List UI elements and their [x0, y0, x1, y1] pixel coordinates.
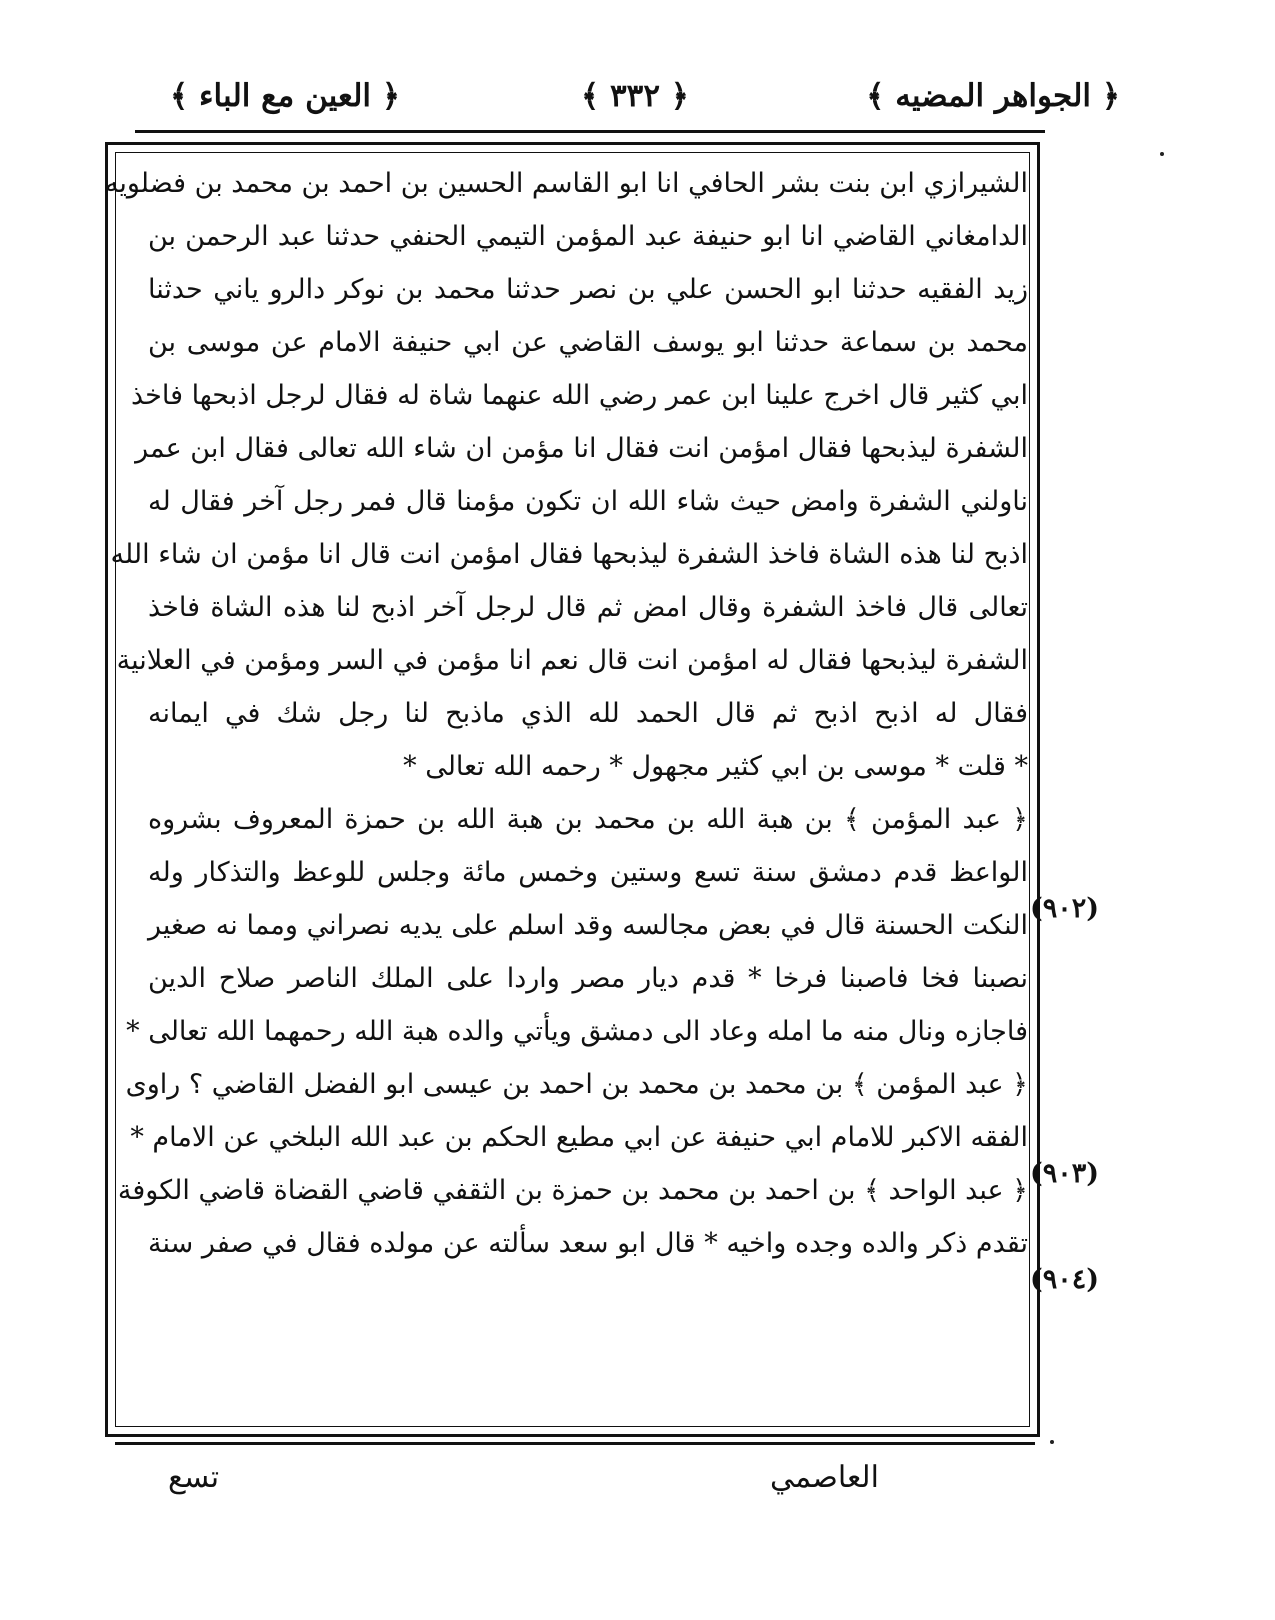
text-line: * قلت * موسى بن ابي كثير مجهول * رحمه الله تعالى *: [403, 751, 1028, 782]
entry-number-902: (٩٠٢): [1030, 893, 1100, 924]
text-line: تعالى قال فاخذ الشفرة وقال امض ثم قال لرجل آخر اذبح لنا هذه الشاة فاخذ: [148, 592, 1028, 623]
text-line: الدامغاني القاضي انا ابو حنيفة عبد المؤمن التيمي الحنفي حدثنا عبد الرحمن بن: [148, 221, 1028, 252]
text-line: الشفرة ليذبحها فقال له امؤمن انت قال نعم انا مؤمن في السر ومؤمن في العلانية: [116, 645, 1028, 676]
entry-903-line: ﴿ عبد المؤمن ﴾ بن محمد بن محمد بن احمد بن عيسى ابو الفضل القاضي ؟ راوى: [125, 1069, 1028, 1100]
book-title: ﴿ الجواهر المضيه ﴾: [866, 78, 1120, 114]
catchword-right: العاصمي: [770, 1460, 879, 1495]
page-header: [150, 70, 1120, 120]
header-rule: [135, 130, 1045, 133]
text-line: الشفرة ليذبحها فقال امؤمن انت فقال انا مؤمن ان شاء الله تعالى فقال ابن عمر: [135, 433, 1028, 464]
text-line: تقدم ذكر والده وجده واخيه * قال ابو سعد سألته عن مولده فقال في صفر سنة: [148, 1228, 1028, 1259]
text-line: ابي كثير قال اخرج علينا ابن عمر رضي الله عنهما شاة له فقال لرجل اذبحها فاخذ: [131, 380, 1028, 411]
entry-904-line: ﴿ عبد الواحد ﴾ بن احمد بن محمد بن حمزة بن الثقفي قاضي القضاة قاضي الكوفة: [117, 1175, 1028, 1206]
scan-speck: [1160, 152, 1164, 156]
section-title: ﴿ العين مع الباء ﴾: [170, 78, 401, 114]
body-text: [104, 157, 1029, 1270]
text-line: الشيرازي ابن بنت بشر الحافي انا ابو القاسم الحسين بن احمد بن محمد بن فضلويه: [104, 168, 1028, 199]
page-number: ﴿ ٣٣٢ ﴾: [581, 78, 689, 114]
text-line: النكت الحسنة قال في بعض مجالسه وقد اسلم على يديه نصراني ومما نه صغير: [148, 910, 1028, 941]
text-line: فقال له اذبح اذبح ثم قال الحمد لله الذي ماذبح لنا رجل شك في ايمانه: [148, 698, 1028, 729]
text-line: محمد بن سماعة حدثنا ابو يوسف القاضي عن ابي حنيفة الامام عن موسى بن: [148, 327, 1029, 358]
text-line: نصبنا فخا فاصبنا فرخا * قدم ديار مصر واردا على الملك الناصر صلاح الدين: [148, 963, 1028, 994]
text-line: الواعظ قدم دمشق سنة تسع وستين وخمس مائة وجلس للوعظ والتذكار وله: [148, 857, 1028, 888]
entry-number-903: (٩٠٣): [1030, 1158, 1100, 1189]
scan-speck: [1050, 1440, 1054, 1444]
text-line: زيد الفقيه حدثنا ابو الحسن علي بن نصر حدثنا محمد بن نوكر دالرو ياني حدثنا: [148, 274, 1028, 305]
footer-rule: [115, 1442, 1035, 1445]
text-line: اذبح لنا هذه الشاة فاخذ الشفرة ليذبحها فقال امؤمن انت قال انا مؤمن ان شاء الله: [110, 539, 1028, 570]
entry-number-904: (٩٠٤): [1030, 1264, 1100, 1295]
text-line: فاجازه ونال منه ما امله وعاد الى دمشق ويأتي والده هبة الله رحمهما الله تعالى *: [126, 1016, 1028, 1047]
text-line: ناولني الشفرة وامض حيث شاء الله ان تكون مؤمنا قال فمر رجل آخر فقال له: [148, 486, 1028, 517]
catchword-left: تسع: [168, 1460, 220, 1495]
entry-902-line: ﴿ عبد المؤمن ﴾ بن هبة الله بن محمد بن هبة الله بن حمزة المعروف بشروه: [148, 804, 1028, 835]
text-line: الفقه الاكبر للامام ابي حنيفة عن ابي مطيع الحكم بن عبد الله البلخي عن الامام *: [130, 1122, 1028, 1153]
